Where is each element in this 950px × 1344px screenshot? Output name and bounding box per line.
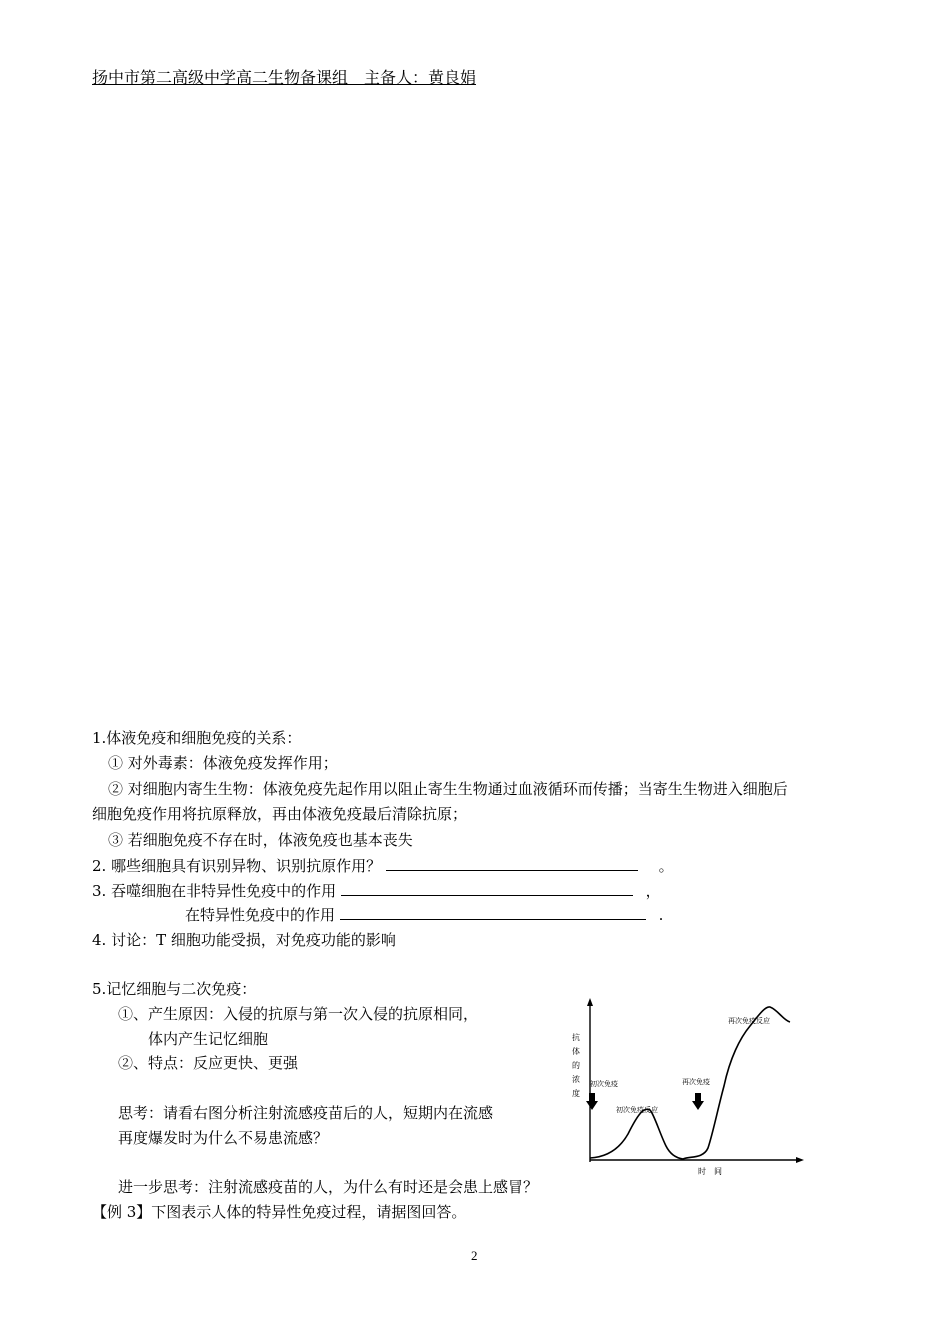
x-axis-label: 时 间	[698, 1167, 722, 1176]
second-response-label: 再次免疫反应	[728, 1017, 770, 1025]
q1-item1: ① 对外毒素：体液免疫发挥作用；	[108, 754, 338, 772]
x-axis-arrow	[796, 1157, 804, 1163]
q5-further: 进一步思考：注射流感疫苗的人，为什么有时还是会患上感冒？	[118, 1178, 539, 1196]
q3-blank1[interactable]	[341, 881, 633, 896]
q5-feature: ②、特点：反应更快、更强	[118, 1054, 299, 1072]
q5-title: 5.记忆细胞与二次免疫：	[92, 980, 257, 998]
y-axis-label-4: 浓	[572, 1075, 580, 1084]
q3-line1-text: 3. 吞噬细胞在非特异性免疫中的作用	[92, 882, 337, 900]
q1-title: 1.体液免疫和细胞免疫的关系：	[92, 729, 302, 747]
page-number: 2	[471, 1248, 478, 1263]
y-axis-label-3: 的	[572, 1061, 580, 1070]
q4-text: 4. 讨论：T 细胞功能受损，对免疫功能的影响	[92, 931, 396, 949]
q3-line1	[92, 880, 661, 901]
y-axis-label-1: 抗	[572, 1033, 580, 1042]
y-axis-label-2: 体	[572, 1047, 580, 1056]
first-immunization-arrow	[586, 1093, 598, 1110]
first-immunization-label: 初次免疫	[590, 1080, 618, 1088]
q3-line1-end: ，	[645, 882, 661, 900]
q3-line2-end: .	[658, 906, 664, 924]
q2-end: 。	[658, 857, 674, 875]
q1-item2b: 细胞免疫作用将抗原释放，再由体液免疫最后清除抗原；	[92, 805, 468, 823]
q2-answer-blank[interactable]	[386, 856, 638, 871]
q2-line	[92, 855, 674, 876]
q3-blank2[interactable]	[340, 905, 646, 920]
q5-cause-b: 体内产生记忆细胞	[148, 1030, 269, 1048]
q3-line2	[185, 904, 663, 925]
q5-think-b: 再度爆发时为什么不易患流感？	[118, 1129, 329, 1147]
q5-cause-a: ①、产生原因：入侵的抗原与第一次入侵的抗原相同，	[118, 1005, 479, 1023]
y-axis-label-5: 度	[572, 1089, 580, 1098]
page-header: 扬中市第二高级中学高二生物备课组 主备人：黄良娟	[92, 70, 477, 87]
first-response-label: 初次免疫反应	[616, 1106, 658, 1114]
q2-text: 2. 哪些细胞具有识别异物、识别抗原作用？	[92, 857, 382, 875]
q1-item2a: ② 对细胞内寄生生物：体液免疫先起作用以阻止寄生生物通过血液循环而传播；当寄生生物进入细胞后	[108, 780, 788, 798]
example3-text: 【例 3】下图表示人体的特异性免疫过程，请据图回答。	[92, 1203, 467, 1221]
second-immunization-label: 再次免疫	[682, 1078, 710, 1086]
q5-think-a: 思考：请看右图分析注射流感疫苗后的人，短期内在流感	[118, 1104, 494, 1122]
y-axis-arrow	[587, 998, 593, 1006]
q3-line2-text: 在特异性免疫中的作用	[185, 906, 336, 924]
second-immunization-arrow	[692, 1093, 704, 1110]
q1-item3: ③ 若细胞免疫不存在时，体液免疫也基本丧失	[108, 831, 413, 849]
antibody-concentration-chart	[568, 998, 808, 1178]
